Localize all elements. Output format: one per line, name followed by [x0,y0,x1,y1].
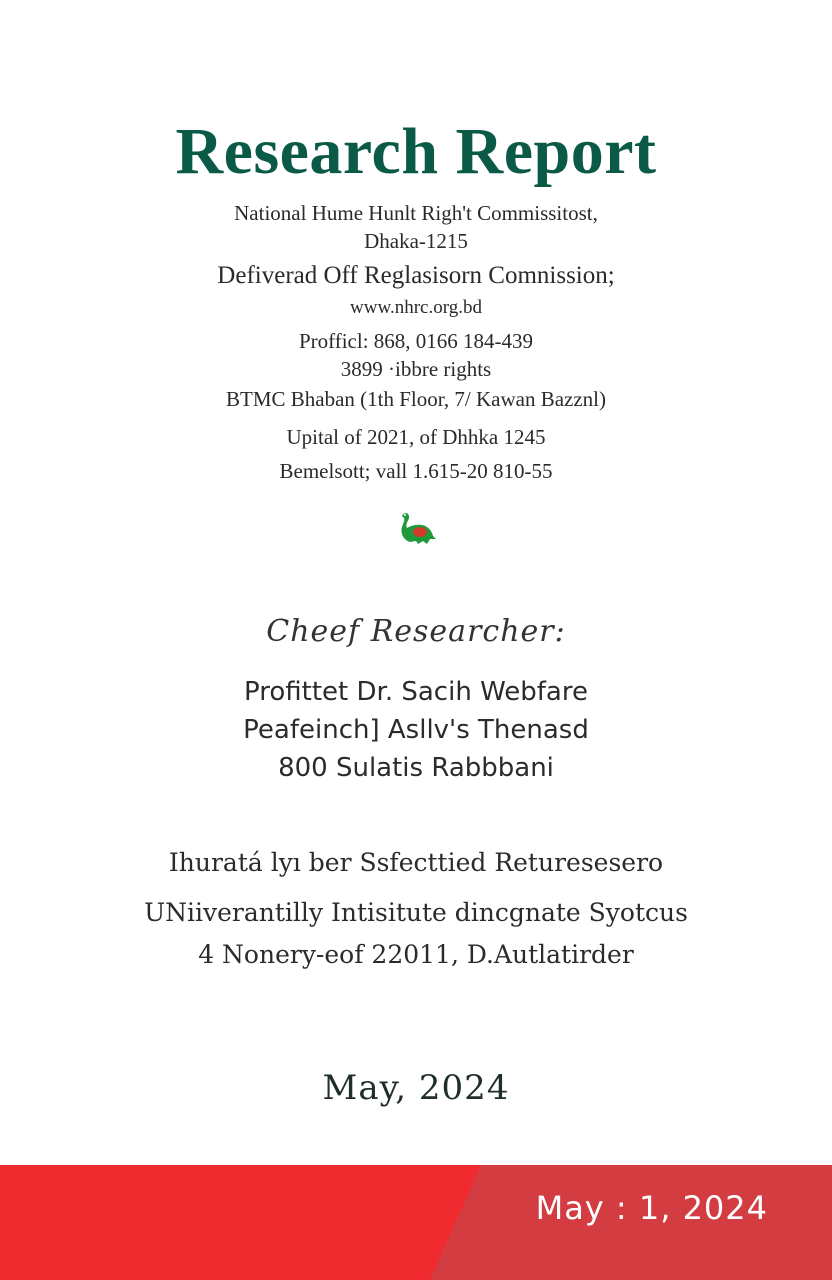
header-website: www.nhrc.org.bd [350,297,482,318]
header-line-7: BTMC Bhaban (1th Floor, 7/ Kawan Bazznl) [225,387,606,411]
header-line-9: Bemelsott; vall 1.615-20 810-55 [279,459,553,483]
institution-line-2: UNiiverantilly Intisitute dincgnate Syotcus [144,898,688,927]
bird-emblem-icon [396,508,436,548]
header-line-1: National Hume Hunlt Righ't Commissitost, [234,201,598,225]
researcher-name-2: Peafeinch] Asllv's Thenasd [243,715,589,745]
header-line-8: Upital of 2021, of Dhhka 1245 [286,425,546,449]
header-line-6: 3899 ·ibbre rights [340,357,492,381]
footer-date: May : 1, 2024 [535,1189,768,1227]
header-line-3: Defiverad Off Reglasisorn Comnission; [217,262,615,289]
report-date: May, 2024 [322,1068,510,1108]
researcher-name-3: 800 Sulatis Rabbbani [278,753,554,783]
researcher-name-1: Profittet Dr. Sacih Webfare [244,677,588,707]
institution-line-1: Ihuratá lyı ber Ssfecttied Returesesero [168,848,664,877]
chief-researcher-label: Cheef Researcher: [266,614,566,649]
header-line-5: Profficl: 868, 0166 184-439 [298,329,534,353]
header-line-2: Dhaka-1215 [364,229,468,253]
report-title: Research Report [175,115,657,188]
footer-band [0,1165,832,1280]
institution-line-3: 4 Nonery-eof 22011, D.Autlatirder [198,940,634,969]
